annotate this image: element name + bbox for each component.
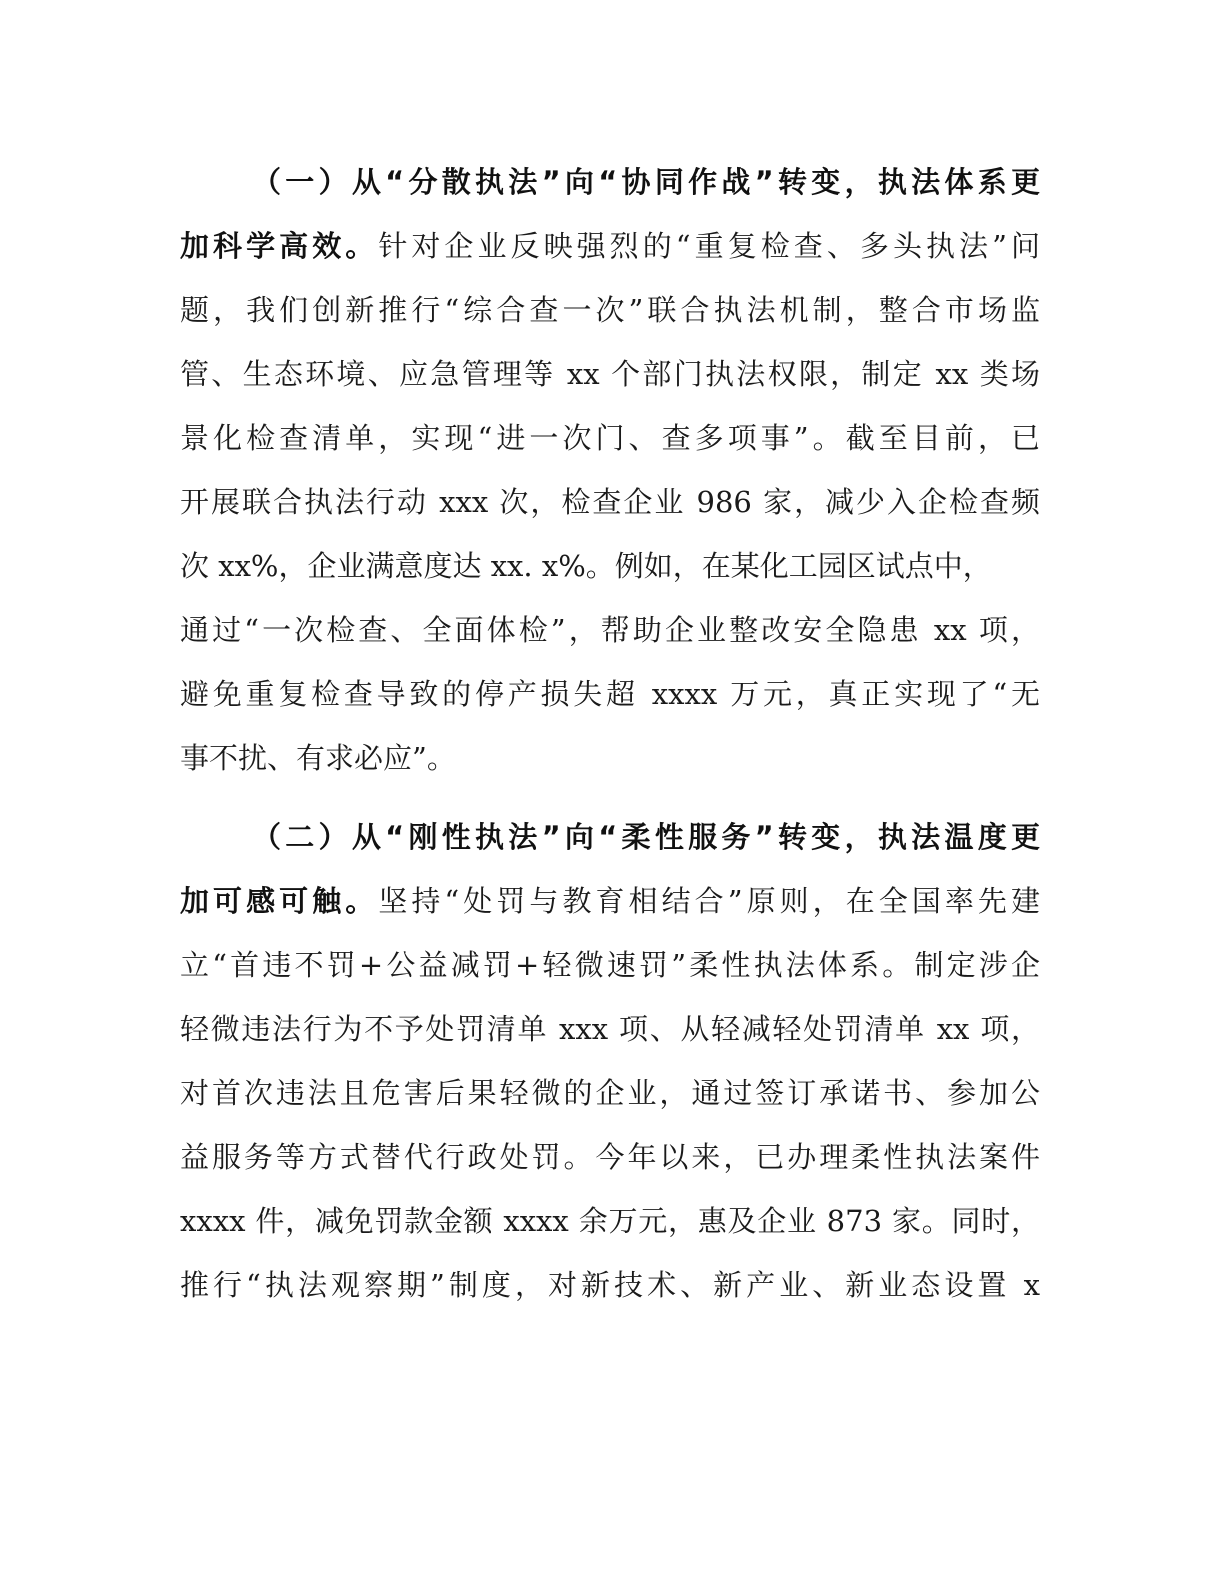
paragraph-line: 题，我们创新推行“综合查一次”联合执法机制，整合市场监 (180, 293, 1040, 327)
paragraph-line: 对首次违法且危害后果轻微的企业，通过签订承诺书、参加公 (180, 1076, 1040, 1110)
paragraph-line: xxxx 件，减免罚款金额 xxxx 余万元，惠及企业 873 家。同时， (180, 1204, 1040, 1238)
paragraph-line (180, 150, 1040, 214)
paragraph-line: 避免重复检查导致的停产损失超 xxxx 万元，真正实现了“无 (180, 677, 1040, 711)
paragraph-line: 推行“执法观察期”制度，对新技术、新产业、新业态设置 x (180, 1268, 1040, 1302)
section-heading: （二）从“刚性执法”向“柔性服务”转变，执法温度更 (252, 820, 1040, 854)
section-heading-end: 加可感可触。 (180, 884, 379, 918)
paragraph-line: 立“首违不罚+公益减罚+轻微速罚”柔性执法体系。制定涉企 (180, 948, 1040, 982)
paragraph-line: 通过“一次检查、全面体检”，帮助企业整改安全隐患 xx 项， (180, 613, 1040, 647)
paragraph-line: 轻微违法行为不予处罚清单 xxx 项、从轻减轻处罚清单 xx 项， (180, 1012, 1040, 1046)
paragraph-2 (180, 805, 1040, 1317)
paragraph-line: 加可感可触。坚持“处罚与教育相结合”原则，在全国率先建 (180, 884, 1040, 918)
paragraph-line: 事不扰、有求必应”。 (180, 741, 456, 775)
paragraph-line: 次 xx%，企业满意度达 xx. x%。例如，在某化工园区试点中， (180, 549, 992, 583)
paragraph-1 (180, 150, 1040, 790)
paragraph-line (180, 805, 1040, 869)
paragraph-line: 开展联合执法行动 xxx 次，检查企业 986 家，减少入企检查频 (180, 485, 1040, 519)
paragraph-line: 景化检查清单，实现“进一次门、查多项事”。截至目前，已 (180, 421, 1040, 455)
section-heading: （一）从“分散执法”向“协同作战”转变，执法体系更 (252, 165, 1040, 199)
paragraph-line: 加科学高效。针对企业反映强烈的“重复检查、多头执法”问 (180, 229, 1040, 263)
paragraph-line: 管、生态环境、应急管理等 xx 个部门执法权限，制定 xx 类场 (180, 357, 1040, 391)
paragraph-line: 益服务等方式替代行政处罚。今年以来，已办理柔性执法案件 (180, 1140, 1040, 1174)
section-heading-end: 加科学高效。 (180, 229, 379, 263)
